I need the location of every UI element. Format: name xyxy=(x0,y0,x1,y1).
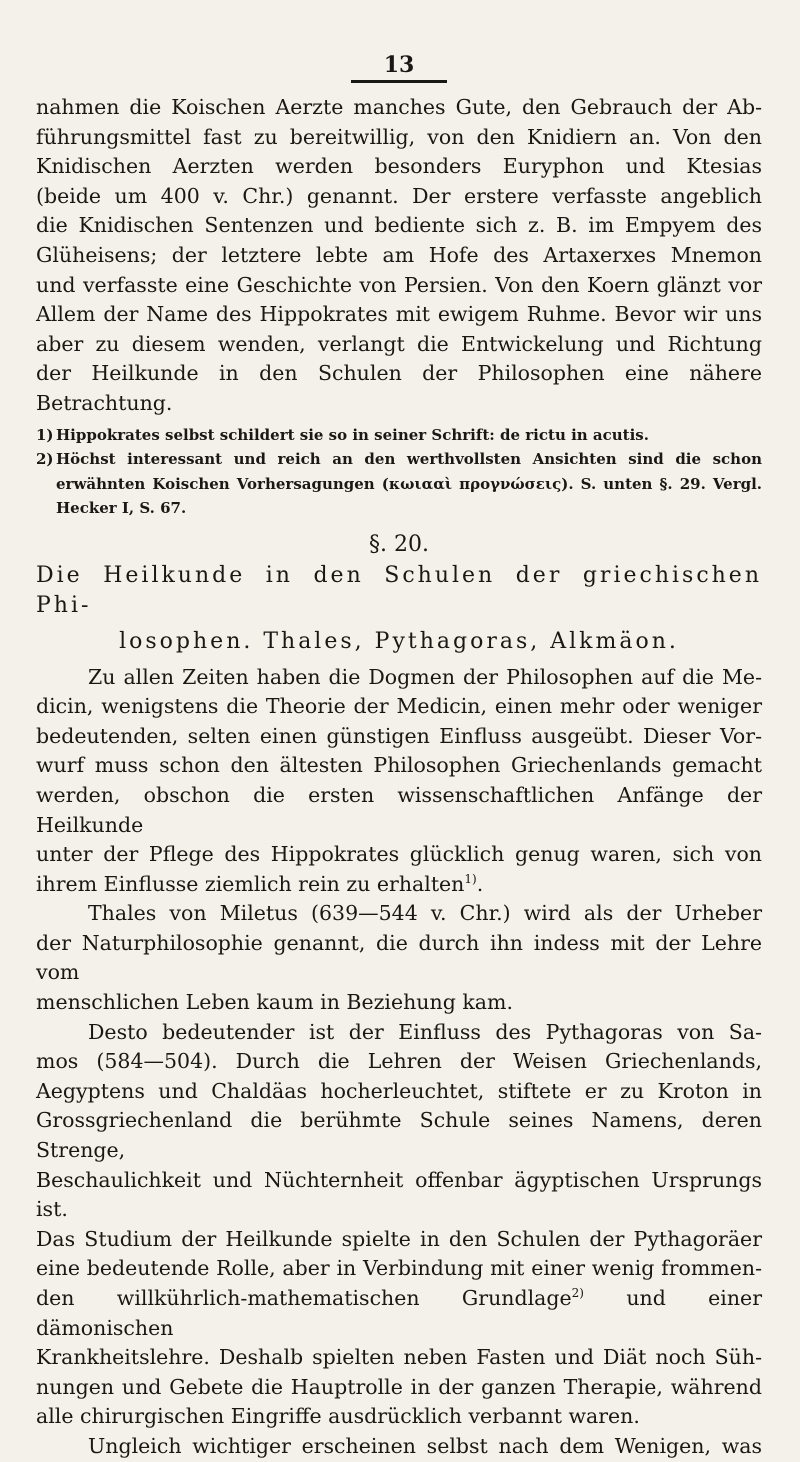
text-line xyxy=(36,1284,762,1343)
footnote-mark: 2) xyxy=(36,450,54,469)
text-line: Knidischen Aerzten werden besonders Euryphon und Ktesias xyxy=(36,154,762,179)
footnote-ref: 1) xyxy=(464,871,477,886)
text-line: Zu allen Zeiten haben die Dogmen der Philosophen auf die Me- xyxy=(88,664,762,689)
section-title-line-1: Die Heilkunde in den Schulen der griechischen Phi- xyxy=(36,562,762,618)
footnote-text: Höchst interessant und reich an den werthvollsten Ansichten sind die schon erwähnten Koischen Vorhersagungen (κωιααὶ προγνώσεις). S. unten §. 29. Vergl. Hecker I, S. 67. xyxy=(56,450,762,518)
text-line: Beschaulichkeit und Nüchternheit offenbar ägyptischen Ursprungs ist. xyxy=(36,1167,762,1222)
text-line: die Knidischen Sentenzen und bediente sich z. B. im Empyem des xyxy=(36,213,762,238)
header-rule xyxy=(351,80,447,83)
body-paragraph-2 xyxy=(36,899,762,1017)
text-span: und einer dämonischen xyxy=(36,1286,762,1340)
text-line: führungsmittel fast zu bereitwillig, von den Knidiern an. Von den xyxy=(36,124,762,149)
text-span: ihrem Einflusse ziemlich rein zu erhalten xyxy=(36,871,465,896)
text-line: Das Studium der Heilkunde spielte in den Schulen der Pythagoräer xyxy=(36,1226,762,1251)
text-line: nungen und Gebete die Hauptrolle in der ganzen Therapie, während xyxy=(36,1374,762,1399)
footnote-mark: 1) xyxy=(36,425,54,444)
text-line: der Naturphilosophie genannt, die durch ihn indess mit der Lehre vom xyxy=(36,930,762,985)
text-span: . xyxy=(476,871,484,896)
body-paragraph-4 xyxy=(36,1432,762,1462)
text-line: nahmen die Koischen Aerzte manches Gute, den Gebrauch der Ab- xyxy=(36,95,762,119)
text-line: unter der Pflege des Hippokrates glücklich genug waren, sich von xyxy=(36,842,762,867)
text-line: (beide um 400 v. Chr.) genannt. Der erstere verfasste angeblich xyxy=(36,183,762,208)
text-line: mos (584—504). Durch die Lehren der Weisen Griechenlands, xyxy=(36,1049,762,1074)
text-line: bedeutenden, selten einen günstigen Einfluss ausgeübt. Dieser Vor- xyxy=(36,723,762,748)
section-number: §. 20. xyxy=(369,531,429,557)
text-line: der Heilkunde in den Schulen der Philosophen eine nähere Betrachtung. xyxy=(36,361,762,415)
text-line: aber zu diesem wenden, verlangt die Entwickelung und Richtung xyxy=(36,331,762,356)
text-line: Grossgriechenland die berühmte Schule seines Namens, deren Strenge, xyxy=(36,1108,762,1163)
text-line: Allem der Name des Hippokrates mit ewigem Ruhme. Bevor wir uns xyxy=(36,302,762,327)
footnote-1 xyxy=(36,423,762,448)
text-line: eine bedeutende Rolle, aber in Verbindung mit einer wenig frommen- xyxy=(36,1256,762,1281)
text-line: alle chirurgischen Eingriffe ausdrücklich verbannt waren. xyxy=(36,1404,640,1429)
page-number: 13 xyxy=(383,52,415,78)
intro-paragraph xyxy=(36,93,762,419)
text-line: Glüheisens; der letztere lebte am Hofe des Artaxerxes Mnemon xyxy=(36,242,762,267)
body-paragraph-3 xyxy=(36,1018,762,1432)
section-title-line-2: losophen. Thales, Pythagoras, Alkmäon. xyxy=(119,628,679,654)
footnote-ref: 2) xyxy=(571,1286,584,1301)
text-line: Aegyptens und Chaldäas hocherleuchtet, stiftete er zu Kroton in xyxy=(36,1078,762,1103)
text-line: Desto bedeutender ist der Einfluss des Pythagoras von Sa- xyxy=(88,1019,762,1044)
text-line: Ungleich wichtiger erscheinen selbst nach dem Wenigen, was xyxy=(88,1433,762,1458)
footnote-2 xyxy=(36,447,762,521)
text-line: menschlichen Leben kaum in Beziehung kam. xyxy=(36,990,513,1015)
footnote-text: Hippokrates selbst schildert sie so in seiner Schrift: de rictu in acutis. xyxy=(56,425,649,444)
text-line: und verfasste eine Geschichte von Persien. Von den Koern glänzt vor xyxy=(36,272,762,297)
text-line: dicin, wenigstens die Theorie der Medicin, einen mehr oder weniger xyxy=(36,694,762,719)
footnotes xyxy=(36,423,762,521)
text-line: werden, obschon die ersten wissenschaftlichen Anfänge der Heilkunde xyxy=(36,782,762,837)
body-paragraph-1 xyxy=(36,663,762,900)
text-line: wurf muss schon den ältesten Philosophen Griechenlands gemacht xyxy=(36,753,762,778)
text-span: den willkührlich-mathematischen Grundlage xyxy=(36,1286,572,1310)
text-line: Thales von Miletus (639—544 v. Chr.) wird als der Urheber xyxy=(88,901,762,926)
text-line: Krankheitslehre. Deshalb spielten neben Fasten und Diät noch Süh- xyxy=(36,1345,762,1370)
text-line xyxy=(36,870,762,900)
